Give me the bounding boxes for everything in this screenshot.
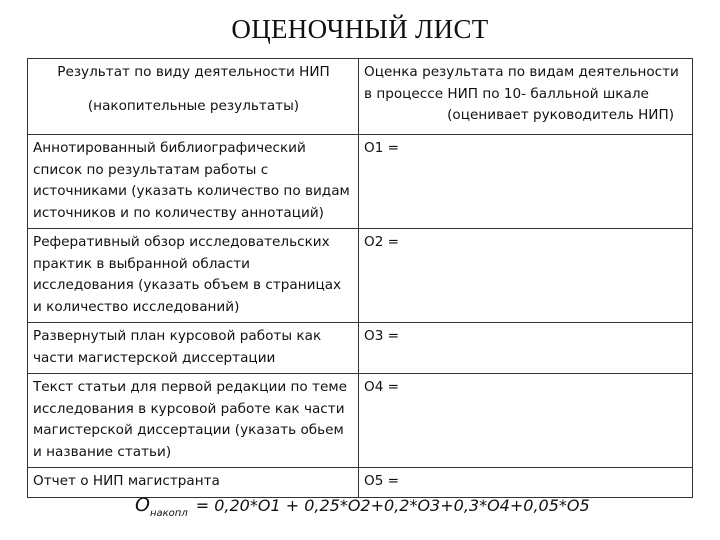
page-title: ОЦЕНОЧНЫЙ ЛИСТ — [231, 14, 489, 44]
evaluation-table — [27, 58, 693, 498]
score-cell: О1 = — [359, 135, 693, 229]
result-cell: Реферативный обзор исследовательских практик в выбранной области исследования (указать объем в страницах и количество исследований) — [28, 229, 359, 323]
table-row — [28, 323, 693, 374]
table-row — [28, 374, 693, 468]
score-cell: О2 = — [359, 229, 693, 323]
result-cell: Текст статьи для первой редакции по теме исследования в курсовой работе как части магистерской диссертации (указать обьем и название статьи) — [28, 374, 359, 468]
table-row — [28, 229, 693, 323]
header-score-note: (оценивает руководитель НИП) — [447, 107, 674, 123]
table-row — [28, 135, 693, 229]
table-row — [28, 468, 693, 498]
header-result-label: Результат по виду деятельности НИП — [57, 64, 330, 80]
result-cell: Аннотированный библиографический список по результатам работы с источниками (указать количество по видам источников и по количеству аннотаций) — [28, 135, 359, 229]
header-result-note: (накопительные результаты) — [87, 97, 300, 114]
header-score-cell — [359, 59, 693, 135]
score-cell: О5 = — [359, 468, 693, 498]
table-header-row — [28, 59, 693, 135]
score-cell: О4 = — [359, 374, 693, 468]
score-cell: О3 = — [359, 323, 693, 374]
header-score-label: Оценка результата по видам деятельности в процессе НИП по 10- балльной шкале — [364, 64, 679, 102]
formula-expression: = 0,20*О1 + 0,25*О2+0,2*О3+0,3*О4+0,05*О5 — [195, 496, 590, 515]
formula-subscript: накопл — [149, 508, 188, 519]
formula-symbol: О — [135, 494, 150, 516]
header-result-cell — [28, 59, 359, 135]
result-cell: Развернутый план курсовой работы как части магистерской диссертации — [28, 323, 359, 374]
result-cell: Отчет о НИП магистранта — [28, 468, 359, 498]
accumulated-score-formula — [135, 494, 590, 519]
